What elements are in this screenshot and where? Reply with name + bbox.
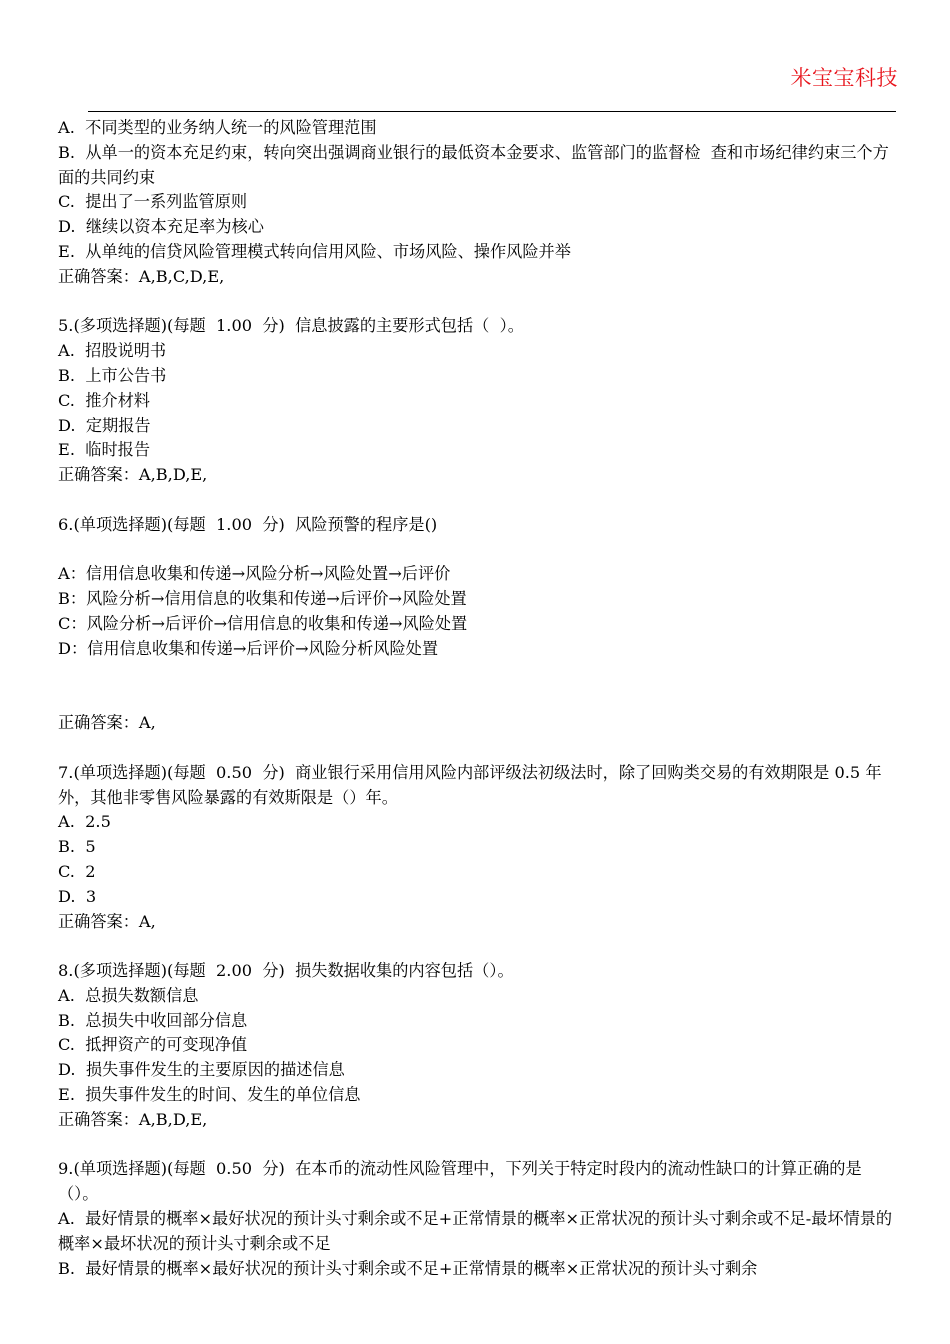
q9-option-b: B. 最好情景的概率×最好状况的预计头寸剩余或不足+正常情景的概率×正常状况的预计头寸剩余 <box>58 1258 758 1278</box>
spacer <box>58 1133 898 1158</box>
q7-answer: 正确答案：A, <box>58 911 156 931</box>
q7-option-b: B. 5 <box>58 837 96 857</box>
q5-stem: 5.(多项选择题)(每题 1.00 分) 信息披露的主要形式包括（ ）。 <box>58 316 524 336</box>
q7-option-c: C. 2 <box>58 861 96 881</box>
q5-option-b: B. 上市公告书 <box>58 365 167 385</box>
question-7 <box>58 761 898 935</box>
q9-option-a: A. 最好情景的概率×最好状况的预计头寸剩余或不足+正常情景的概率×正常状况的预计头寸剩余或不足-最坏情景的概率×最坏状况的预计头寸剩余或不足 <box>58 1209 893 1253</box>
q4-answer: 正确答案：A,B,C,D,E, <box>58 266 225 286</box>
q8-stem: 8.(多项选择题)(每题 2.00 分) 损失数据收集的内容包括（）。 <box>58 961 514 981</box>
q6-stem: 6.(单项选择题)(每题 1.00 分) 风险预警的程序是() <box>58 514 438 534</box>
question-8 <box>58 959 898 1133</box>
question-6 <box>58 513 898 736</box>
q6-option-a: A：信用信息收集和传递→风险分析→风险处置→后评价 <box>58 564 451 584</box>
q8-answer: 正确答案：A,B,D,E, <box>58 1109 208 1129</box>
q6-option-d: D：信用信息收集和传递→后评价→风险分析风险处置 <box>58 638 439 658</box>
q7-stem: 7.(单项选择题)(每题 0.50 分) 商业银行采用信用风险内部评级法初级法时，除了回购类交易的有效期限是 0.5 年外，其他非零售风险暴露的有效斯限是（）年。 <box>58 762 882 807</box>
q7-option-d: D. 3 <box>58 886 97 906</box>
q8-option-e: E. 损失事件发生的时间、发生的单位信息 <box>58 1085 361 1105</box>
header-divider <box>88 111 896 112</box>
spacer <box>58 934 898 959</box>
q5-option-d: D. 定期报告 <box>58 415 151 435</box>
q5-option-a: A. 招股说明书 <box>58 341 167 361</box>
spacer <box>58 736 898 761</box>
q8-option-a: A. 总损失数额信息 <box>58 985 199 1005</box>
q4-option-e: E. 从单纯的信贷风险管理模式转向信用风险、市场风险、操作风险并举 <box>58 241 571 261</box>
q7-option-a: A. 2.5 <box>58 812 111 832</box>
q5-answer: 正确答案：A,B,D,E, <box>58 465 208 485</box>
q4-option-c: C. 提出了一系列监管原则 <box>58 192 248 212</box>
document-body <box>58 116 898 1281</box>
q8-option-c: C. 抵押资产的可变现净值 <box>58 1035 248 1055</box>
spacer <box>58 662 898 712</box>
question-4-tail <box>58 116 898 290</box>
q9-stem: 9.(单项选择题)(每题 0.50 分) 在本币的流动性风险管理中，下列关于特定时段内的流动性缺口的计算正确的是（）。 <box>58 1159 862 1204</box>
q6-answer: 正确答案：A, <box>58 713 156 733</box>
q6-option-c: C：风险分析→后评价→信用信息的收集和传递→风险处置 <box>58 613 468 633</box>
spacer <box>58 488 898 513</box>
brand-logo-text: 米宝宝科技 <box>790 66 898 90</box>
q4-option-d: D. 继续以资本充足率为核心 <box>58 217 264 237</box>
spacer <box>58 538 898 563</box>
spacer <box>58 290 898 315</box>
question-5 <box>58 314 898 488</box>
q8-option-d: D. 损失事件发生的主要原因的描述信息 <box>58 1060 345 1080</box>
q4-option-a: A. 不同类型的业务纳人统一的风险管理范围 <box>58 118 377 137</box>
q5-option-e: E. 临时报告 <box>58 440 151 460</box>
q6-option-b: B：风险分析→信用信息的收集和传递→后评价→风险处置 <box>58 589 467 609</box>
q5-option-c: C. 推介材料 <box>58 390 150 410</box>
q4-option-b: B. 从单一的资本充足约束，转向突出强调商业银行的最低资本金要求、监管部门的监督检 查和市场纪律约束三个方面的共同约束 <box>58 142 889 187</box>
question-9 <box>58 1157 898 1281</box>
q8-option-b: B. 总损失中收回部分信息 <box>58 1010 248 1030</box>
